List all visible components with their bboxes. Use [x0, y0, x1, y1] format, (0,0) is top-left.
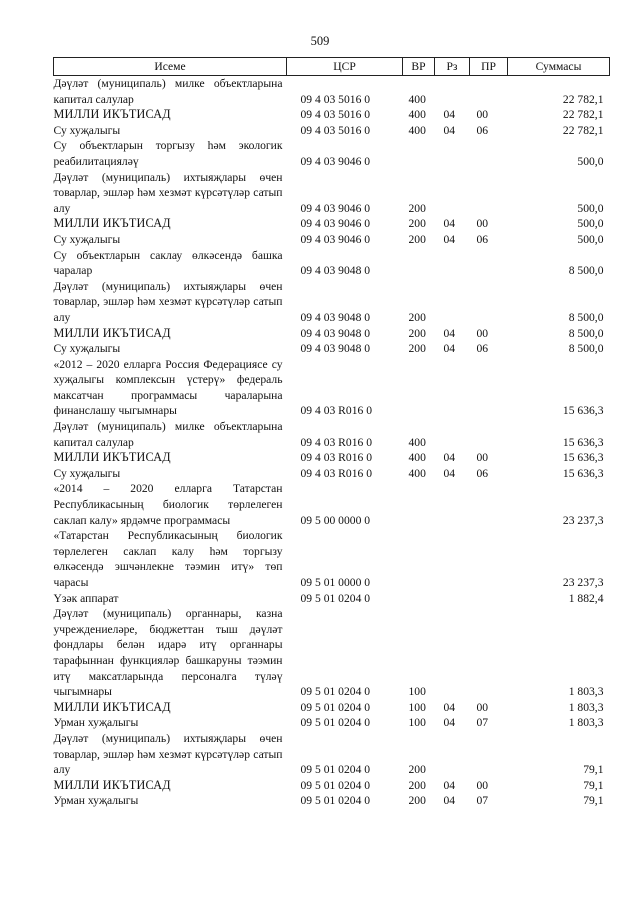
row-sum: 8 500,0	[568, 310, 604, 324]
row-rz-code	[435, 591, 470, 607]
table-row	[54, 528, 610, 590]
row-rz-code: 04	[443, 123, 456, 137]
table-row	[54, 232, 610, 248]
row-name: Дәүләт (муниципаль) ихтыяҗлары өчен товарлар, эшләр һәм хезмәт күрсәтүләр сатып алу	[53, 279, 283, 324]
row-sum: 500,0	[577, 217, 604, 231]
row-sum: 15 636,3	[562, 466, 604, 480]
header-name: Исеме	[54, 58, 287, 76]
row-pr-code: 06	[476, 342, 489, 356]
row-csr-code: 09 4 03 9046 0	[300, 154, 371, 168]
table-row	[54, 715, 610, 731]
row-vr-code: 400	[408, 92, 426, 106]
row-pr-code	[470, 591, 508, 607]
table-row	[54, 123, 610, 139]
row-pr-code: 00	[476, 217, 489, 231]
row-vr-code	[403, 528, 435, 590]
row-vr-code: 200	[408, 326, 426, 340]
row-pr-code	[470, 138, 508, 169]
table-row	[54, 419, 610, 450]
row-vr-code: 200	[408, 778, 426, 792]
header-pr: ПР	[470, 58, 508, 76]
row-csr-code: 09 5 01 0204 0	[300, 716, 371, 730]
row-rz-code	[435, 248, 470, 279]
row-sum: 23 237,3	[562, 576, 604, 589]
row-rz-code	[435, 419, 470, 450]
row-rz-code: 04	[443, 700, 456, 714]
row-pr-code: 00	[476, 700, 489, 714]
row-pr-code	[470, 481, 508, 528]
table-row	[54, 76, 610, 108]
row-pr-code	[470, 606, 508, 700]
row-name: Дәүләт (муниципаль) ихтыяҗлары өчен товарлар, эшләр һәм хезмәт күрсәтүләр сатып алу	[53, 731, 283, 777]
row-vr-code: 200	[408, 232, 426, 246]
table-row	[54, 591, 610, 607]
row-pr-code	[470, 528, 508, 590]
row-name: Су хуҗалыгы	[53, 466, 121, 480]
table-row	[54, 341, 610, 357]
table-row	[54, 466, 610, 482]
row-csr-code: 09 5 01 0204 0	[300, 763, 371, 777]
row-name: Су объектларын саклау өлкәсендә башка чаралар	[53, 248, 283, 278]
row-sum: 79,1	[583, 763, 604, 777]
row-sum: 23 237,3	[562, 513, 604, 527]
row-csr-code: 09 5 00 0000 0	[300, 513, 371, 527]
row-vr-code	[403, 357, 435, 419]
row-csr-code: 09 5 01 0204 0	[300, 794, 371, 808]
row-vr-code	[403, 481, 435, 528]
row-vr-code: 400	[408, 466, 426, 480]
row-name: МИЛЛИ ИКЪТИСАД	[53, 777, 171, 792]
row-pr-code: 07	[476, 716, 489, 730]
row-sum: 1 803,3	[568, 716, 604, 730]
row-csr-code: 09 5 01 0204 0	[300, 700, 371, 714]
row-csr-code: 09 4 03 9046 0	[300, 217, 371, 231]
table-row	[54, 357, 610, 419]
row-pr-code: 00	[476, 451, 489, 465]
row-rz-code: 04	[443, 342, 456, 356]
row-sum: 22 782,1	[562, 108, 604, 122]
table-row	[54, 326, 610, 342]
row-pr-code: 06	[476, 466, 489, 480]
row-vr-code: 100	[408, 700, 426, 714]
row-name: МИЛЛИ ИКЪТИСАД	[53, 107, 171, 122]
table-row	[54, 138, 610, 169]
row-sum: 79,1	[583, 794, 604, 808]
row-rz-code	[435, 170, 470, 217]
header-vr: ВР	[403, 58, 435, 76]
row-rz-code	[435, 731, 470, 778]
row-name: МИЛЛИ ИКЪТИСАД	[53, 699, 171, 714]
row-rz-code	[435, 76, 470, 108]
row-vr-code	[403, 138, 435, 169]
row-rz-code: 04	[443, 217, 456, 231]
row-sum: 500,0	[577, 201, 604, 215]
table-row	[54, 793, 610, 809]
row-vr-code: 400	[408, 108, 426, 122]
row-sum: 22 782,1	[562, 123, 604, 137]
row-csr-code: 09 4 03 R016 0	[300, 466, 372, 480]
row-vr-code: 100	[408, 716, 426, 730]
row-csr-code: 09 4 03 9046 0	[300, 232, 371, 246]
row-rz-code: 04	[443, 778, 456, 792]
table-row	[54, 481, 610, 528]
row-rz-code: 04	[443, 108, 456, 122]
row-sum: 79,1	[583, 778, 604, 792]
row-csr-code: 09 4 03 9048 0	[300, 310, 371, 324]
row-csr-code: 09 4 03 5016 0	[300, 92, 371, 106]
row-pr-code	[470, 357, 508, 419]
row-rz-code	[435, 357, 470, 419]
row-csr-code: 09 4 03 R016 0	[300, 451, 372, 465]
row-rz-code	[435, 279, 470, 326]
budget-table	[53, 57, 610, 809]
row-rz-code	[435, 528, 470, 590]
row-csr-code: 09 4 03 R016 0	[300, 404, 372, 418]
row-vr-code: 200	[408, 763, 426, 777]
row-pr-code: 07	[476, 794, 489, 808]
row-vr-code: 200	[408, 342, 426, 356]
row-name: Дәүләт (муниципаль) органнары, казна учреждениеләре, бюджеттан тыш дәүләт фондлары белән идарә итү органнары тарафыннан функцияләр башкаруны тәэмин итү максатларында персоналга түләү чыгымнары	[53, 607, 283, 699]
table-row	[54, 606, 610, 700]
row-sum: 22 782,1	[562, 92, 604, 106]
row-vr-code: 400	[408, 123, 426, 137]
row-sum: 500,0	[577, 232, 604, 246]
row-csr-code: 09 4 03 R016 0	[300, 435, 372, 449]
row-name: Су хуҗалыгы	[53, 342, 121, 356]
table-row	[54, 731, 610, 778]
row-rz-code: 04	[443, 466, 456, 480]
row-csr-code: 09 4 03 9046 0	[300, 201, 371, 215]
row-csr-code: 09 5 01 0204 0	[300, 778, 371, 792]
row-pr-code: 00	[476, 326, 489, 340]
table-row	[54, 248, 610, 279]
table-body	[54, 76, 610, 809]
row-vr-code: 400	[408, 435, 426, 449]
row-csr-code: 09 4 03 5016 0	[300, 108, 371, 122]
page-number: 509	[310, 34, 330, 48]
row-sum: 1 882,4	[568, 591, 604, 605]
row-csr-code: 09 4 03 9048 0	[300, 342, 371, 356]
row-name: Дәүләт (муниципаль) ихтыяҗлары өчен товарлар, эшләр һәм хезмәт күрсәтүләр сатып алу	[53, 170, 283, 215]
row-csr-code: 09 5 01 0204 0	[300, 685, 371, 699]
row-name: Урман хуҗалыгы	[53, 716, 139, 730]
table-row	[54, 107, 610, 123]
row-name: «2014 – 2020 елларга Татарстан Республикасының биологик төрлелеген саклап калу» ярдәмче программасы	[53, 482, 283, 527]
row-name: МИЛЛИ ИКЪТИСАД	[53, 450, 171, 465]
table-row	[54, 279, 610, 326]
row-pr-code: 06	[476, 123, 489, 137]
row-name: Дәүләт (муниципаль) милке объектларына капитал салулар	[53, 77, 283, 106]
table-row	[54, 170, 610, 217]
row-vr-code: 200	[408, 217, 426, 231]
row-vr-code: 200	[408, 310, 426, 324]
row-vr-code: 100	[408, 685, 426, 699]
table-row	[54, 216, 610, 232]
row-csr-code: 09 5 01 0204 0	[300, 591, 371, 605]
row-pr-code	[470, 76, 508, 108]
row-pr-code	[470, 731, 508, 778]
row-csr-code: 09 5 01 0000 0	[300, 576, 371, 589]
row-csr-code: 09 4 03 9048 0	[300, 264, 371, 278]
row-name: «2012 – 2020 елларга Россия Федерациясе су хуҗалыгы комплексын үстерү» федераль максатчан программасы чараларына финанслашу чыгымнары	[53, 357, 283, 418]
row-vr-code: 200	[408, 201, 426, 215]
row-csr-code: 09 4 03 5016 0	[300, 123, 371, 137]
row-vr-code	[403, 248, 435, 279]
row-vr-code	[403, 591, 435, 607]
table-row	[54, 450, 610, 466]
row-vr-code: 400	[408, 451, 426, 465]
row-pr-code	[470, 279, 508, 326]
row-name: Дәүләт (муниципаль) милке объектларына капитал салулар	[53, 420, 283, 449]
row-pr-code: 00	[476, 778, 489, 792]
row-name: Су хуҗалыгы	[53, 232, 121, 246]
table-header	[54, 58, 610, 76]
row-sum: 15 636,3	[562, 404, 604, 418]
row-sum: 8 500,0	[568, 326, 604, 340]
row-rz-code: 04	[443, 716, 456, 730]
table-row	[54, 700, 610, 716]
row-sum: 15 636,3	[562, 451, 604, 465]
row-sum: 8 500,0	[568, 342, 604, 356]
row-rz-code	[435, 481, 470, 528]
row-sum: 1 803,3	[568, 700, 604, 714]
row-pr-code	[470, 170, 508, 217]
row-rz-code: 04	[443, 326, 456, 340]
row-vr-code: 200	[408, 794, 426, 808]
row-name: МИЛЛИ ИКЪТИСАД	[53, 216, 171, 231]
row-sum: 15 636,3	[562, 435, 604, 449]
row-rz-code	[435, 138, 470, 169]
row-pr-code	[470, 419, 508, 450]
row-name: Урман хуҗалыгы	[53, 794, 139, 808]
row-sum: 8 500,0	[568, 264, 604, 278]
row-pr-code	[470, 248, 508, 279]
row-pr-code: 00	[476, 108, 489, 122]
row-rz-code: 04	[443, 451, 456, 465]
row-rz-code	[435, 606, 470, 700]
row-name: МИЛЛИ ИКЪТИСАД	[53, 325, 171, 340]
row-pr-code: 06	[476, 232, 489, 246]
row-rz-code: 04	[443, 232, 456, 246]
row-name: Су хуҗалыгы	[53, 123, 121, 137]
row-sum: 1 803,3	[568, 685, 604, 699]
header-sum: Суммасы	[508, 58, 610, 76]
row-rz-code: 04	[443, 794, 456, 808]
row-name: Үзәк аппарат	[53, 591, 119, 605]
header-rz: Рз	[435, 58, 470, 76]
header-csr: ЦСР	[287, 58, 403, 76]
table-row	[54, 778, 610, 794]
row-sum: 500,0	[577, 154, 604, 168]
row-name: Су объектларын торгызу һәм экологик реабилитацияләү	[53, 139, 283, 168]
row-name: «Татарстан Республикасының биологик төрлелеген саклап калу һәм торгызу өлкәсендә эшчәнлекне тәэмин итү» төп чарасы	[53, 529, 283, 589]
row-csr-code: 09 4 03 9048 0	[300, 326, 371, 340]
